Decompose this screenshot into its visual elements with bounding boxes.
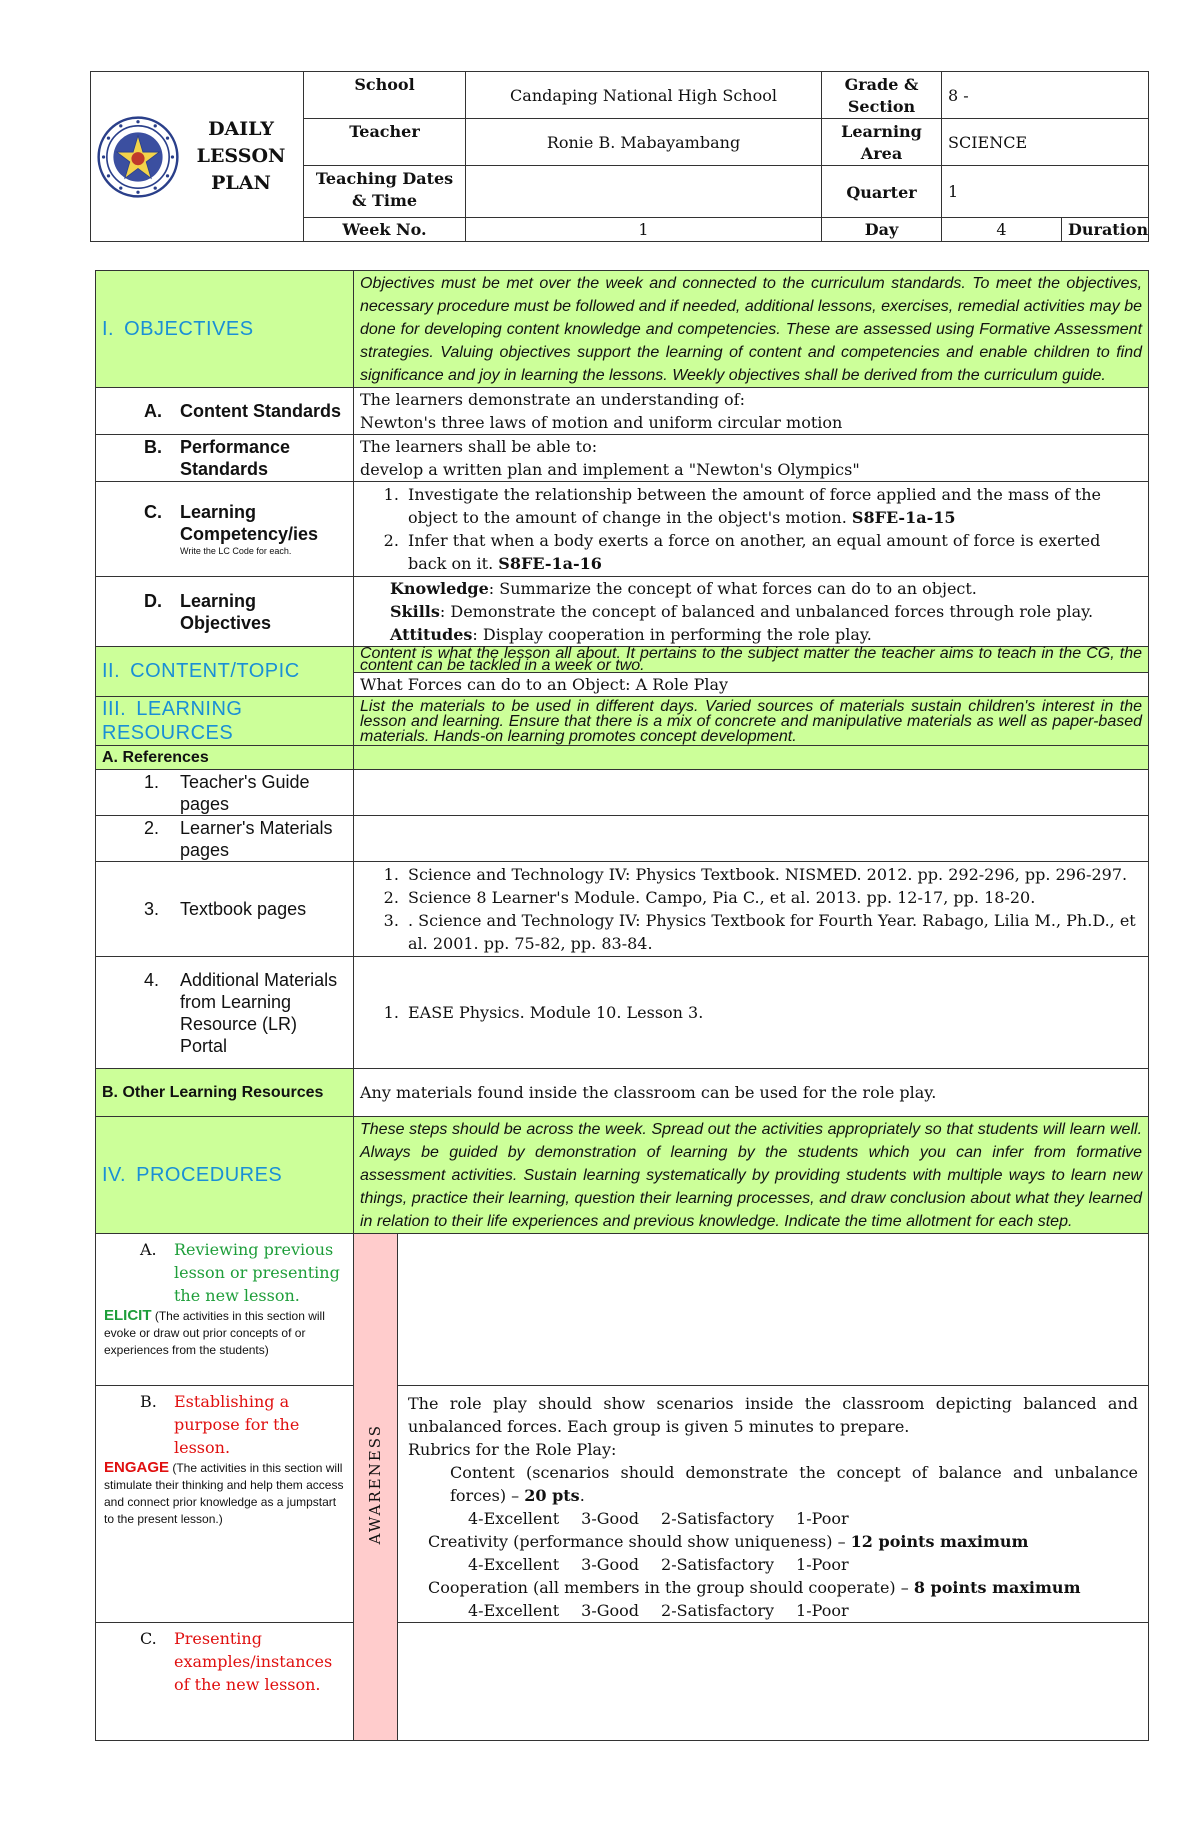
learners-materials-label: 2. Learner's Materials pages — [96, 816, 354, 862]
header-logo-cell — [91, 72, 304, 242]
week-label: Week No. — [304, 218, 466, 242]
textbook-pages-value[interactable] — [354, 862, 1149, 957]
teachers-guide-label: 1. Teacher's Guide pages — [96, 770, 354, 816]
content-standards-label: A. Content Standards — [96, 388, 354, 435]
additional-materials-value[interactable] — [354, 957, 1149, 1069]
procedure-b-label: B. Establishing a purpose for the lesson. ENGAGE (The activities in this section will stimulate their thinking and help them access and connect prior knowledge as a jumpstart to the present lesson.) — [96, 1386, 354, 1623]
performance-standards-label: B. Performance Standards — [96, 435, 354, 482]
objectives-note: Objectives must be met over the week and connected to the curriculum standards. To meet the objectives, necessary procedure must be followed and if needed, additional lessons, exercises, remedial activities may be done for developing content knowledge and competencies. These are assessed using Formative Assessment strategies. Valuing objectives support the learning of content and competencies and enable children to find significance and joy in learning the lessons. Weekly objectives shall be derived from the curriculum guide. — [354, 271, 1149, 388]
other-resources-label: B. Other Learning Resources — [96, 1069, 354, 1117]
school-label: School — [304, 72, 466, 119]
rubric-scale: 4-Excellent 3-Good 2-Satisfactory 1-Poor — [468, 1601, 849, 1620]
rubrics: Rubrics for the Role Play: Content (scenarios should demonstrate the concept of balance and unbalance forces) – 20 pts. 4-Excellent 3-Good 2-Satisfactory 1-Poor Creativity (performance should show uniqueness) – 12 points maximum 4-Excellent 3-Good 2-Satisfactory 1-Poor Cooperation (all members in the group should cooperate) – 8 points maximum 4-Excellent 3-Good 2-Satisfactory 1-Poor — [408, 1440, 1139, 1620]
elicit-note: ELICIT (The activities in this section will evoke or draw out prior concepts of or experiences from the students) — [104, 1307, 325, 1357]
competency-item: 1. Investigate the relationship between the amount of force applied and the mass of the object to the amount of change in the object's motion. S8FE-1a-15 — [404, 483, 1142, 529]
teacher-value[interactable]: Ronie B. Mabayambang — [466, 119, 822, 166]
daily-lesson-plan-title: DAILY LESSON PLAN — [196, 118, 286, 194]
awareness-label: AWARENESS — [366, 1423, 384, 1545]
lesson-plan-table — [95, 270, 1149, 1741]
day-label: Day — [822, 218, 942, 242]
additional-material-item: 1. EASE Physics. Module 10. Lesson 3. — [404, 1001, 1142, 1024]
procedure-c-value[interactable] — [398, 1623, 1149, 1741]
rubric-creativity: Creativity (performance should show uniqueness) – 12 points maximum — [428, 1532, 1029, 1551]
content-topic-value[interactable]: What Forces can do to an Object: A Role Play — [354, 673, 1149, 697]
knowledge-objective: Knowledge: Summarize the concept of what forces can do to an object. — [390, 579, 977, 598]
learning-objectives-label: D. Learning Objectives — [96, 577, 354, 647]
objectives-heading: I. OBJECTIVES — [96, 271, 354, 388]
learning-area-label: Learning Area — [822, 119, 942, 166]
school-value[interactable]: Candaping National High School — [466, 72, 822, 119]
procedures-note: These steps should be across the week. Spread out the activities appropriately so that students will learn well. Always be guided by demonstration of learning by the students which you can infer from formative assessment activities. Sustain learning systematically by providing students with multiple ways to learn new things, practice their learning, question their learning processes, and draw conclusion about what they learned in relation to their life experiences and previous knowledge. Indicate the time allotment for each step. — [354, 1117, 1149, 1234]
rubric-cooperation: Cooperation (all members in the group should cooperate) – 8 points maximum — [428, 1578, 1081, 1597]
teaching-dates-value[interactable] — [466, 166, 822, 218]
quarter-label: Quarter — [822, 166, 942, 218]
grade-section-value[interactable]: 8 - — [942, 72, 1149, 119]
content-standards-value[interactable]: The learners demonstrate an understanding of: Newton's three laws of motion and uniform circular motion — [354, 388, 1149, 435]
textbook-item: 3. . Science and Technology IV: Physics Textbook for Fourth Year. Rabago, Lilia M., Ph.D., et al. 2001. pp. 75-82, pp. 83-84. — [404, 909, 1142, 955]
other-resources-value[interactable]: Any materials found inside the classroom can be used for the role play. — [354, 1069, 1149, 1117]
duration-label: Duration — [1062, 218, 1149, 242]
additional-materials-label: 4. Additional Materials from Learning Resource (LR) Portal — [96, 957, 354, 1069]
learning-area-value[interactable]: SCIENCE — [942, 119, 1149, 166]
textbook-item: 1. Science and Technology IV: Physics Textbook. NISMED. 2012. pp. 292-296, pp. 296-297. — [404, 863, 1142, 886]
learners-materials-value[interactable] — [354, 816, 1149, 862]
learning-competency-value[interactable] — [354, 482, 1149, 577]
lc-code-note: Write the LC Code for each. — [180, 546, 292, 556]
rubric-content: Content (scenarios should demonstrate the concept of balance and unbalance forces) – 20 pts. — [450, 1463, 1139, 1505]
performance-standards-value[interactable]: The learners shall be able to: develop a written plan and implement a "Newton's Olympics" — [354, 435, 1149, 482]
textbook-item: 2. Science 8 Learner's Module. Campo, Pia C., et al. 2013. pp. 12-17, pp. 18-20. — [404, 886, 1142, 909]
learning-resources-heading: III. LEARNING RESOURCES — [96, 697, 354, 746]
quarter-value[interactable]: 1 — [942, 166, 1149, 218]
references-heading: A. References — [96, 746, 354, 770]
rubric-scale: 4-Excellent 3-Good 2-Satisfactory 1-Poor — [468, 1509, 849, 1528]
skills-objective: Skills: Demonstrate the concept of balanced and unbalanced forces through role play. — [390, 602, 1094, 621]
procedure-b-value[interactable] — [398, 1386, 1149, 1623]
grade-section-label: Grade & Section — [822, 72, 942, 119]
learning-competency-label: C. Learning Competency/ies Write the LC Code for each. — [96, 482, 354, 577]
awareness-phase-cell — [354, 1234, 398, 1741]
textbook-pages-label: 3. Textbook pages — [96, 862, 354, 957]
procedure-c-label: C. Presenting examples/instances of the new lesson. — [96, 1623, 354, 1741]
content-topic-note: Content is what the lesson all about. It pertains to the subject matter the teacher aims to teach in the CG, the content can be tackled in a week or two. — [354, 647, 1149, 673]
deped-seal-icon — [97, 116, 179, 198]
role-play-intro: The role play should show scenarios inside the classroom depicting balanced and unbalanced forces. Each group is given 5 minutes to prepare. — [408, 1394, 1139, 1436]
week-value[interactable]: 1 — [466, 218, 822, 242]
teacher-label: Teacher — [304, 119, 466, 166]
procedure-a-label: A. Reviewing previous lesson or presenting the new lesson. ELICIT (The activities in this section will evoke or draw out prior concepts of or experiences from the students) — [96, 1234, 354, 1386]
procedure-a-value[interactable] — [398, 1234, 1149, 1386]
content-topic-heading: II. CONTENT/TOPIC — [96, 647, 354, 697]
day-value[interactable]: 4 — [942, 218, 1062, 242]
rubric-scale: 4-Excellent 3-Good 2-Satisfactory 1-Poor — [468, 1555, 849, 1574]
references-filler — [354, 746, 1149, 770]
procedures-heading: IV. PROCEDURES — [96, 1117, 354, 1234]
header-table — [90, 71, 1149, 242]
attitudes-objective: Attitudes: Display cooperation in performing the role play. — [390, 625, 872, 644]
teaching-dates-label: Teaching Dates & Time — [304, 166, 466, 218]
competency-item: 2. Infer that when a body exerts a force on another, an equal amount of force is exerted back on it. S8FE-1a-16 — [404, 529, 1142, 575]
engage-note: ENGAGE (The activities in this section will stimulate their thinking and help them access and connect prior knowledge as a jumpstart to the present lesson.) — [104, 1459, 344, 1526]
learning-objectives-value[interactable] — [354, 577, 1149, 647]
learning-resources-note: List the materials to be used in different days. Varied sources of materials sustain children's interest in the lesson and learning. Ensure that there is a mix of concrete and manipulative materials as well as paper-based materials. Hands-on learning promotes concept development. — [354, 697, 1149, 746]
teachers-guide-value[interactable] — [354, 770, 1149, 816]
